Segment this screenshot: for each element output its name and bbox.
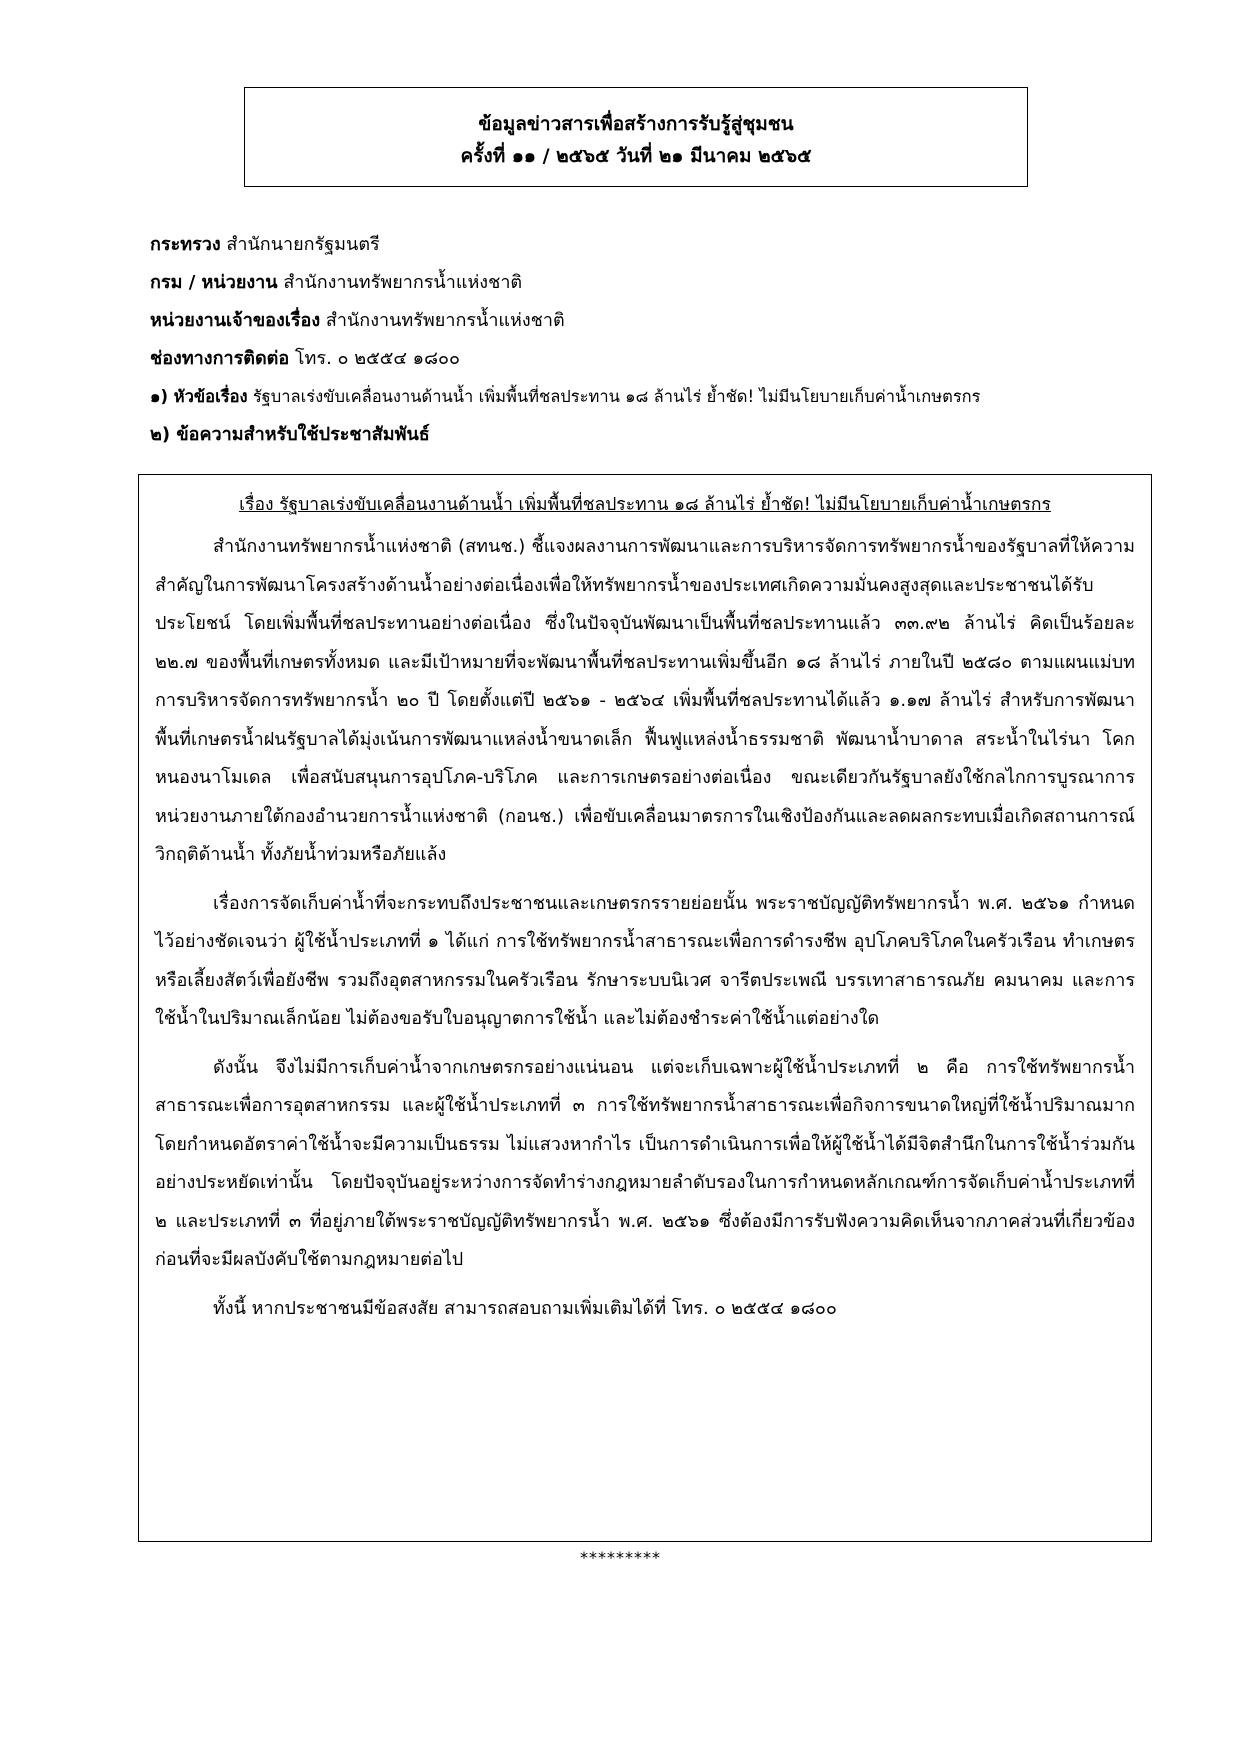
topic-row: [150, 378, 1150, 416]
document-title: ข้อมูลข่าวสารเพื่อสร้างการรับรู้สู่ชุมชน: [478, 113, 794, 135]
department-label: กรม / หน่วยงาน: [150, 272, 278, 293]
issue-date-line: ครั้งที่ ๑๑ / ๒๕๖๕ วันที่ ๒๑ มีนาคม ๒๕๖๕: [460, 145, 812, 167]
pr-message-label: ๒) ข้อความสำหรับใช้ประชาสัมพันธ์: [150, 424, 430, 445]
ministry-label: กระทรวง: [150, 234, 221, 255]
end-marker: *********: [580, 1548, 661, 1567]
owner-row: [150, 302, 1150, 340]
contact-label: ช่องทางการติดต่อ: [150, 348, 290, 369]
subject-heading: เรื่อง รัฐบาลเร่งขับเคลื่อนงานด้านน้ำ เพิ่มพื้นที่ชลประทาน ๑๘ ล้านไร่ ย้ำชัด! ไม่มีนโยบายเก็บค่าน้ำเกษตรกร: [239, 495, 1051, 515]
topic-value: รัฐบาลเร่งขับเคลื่อนงานด้านน้ำ เพิ่มพื้นที่ชลประทาน ๑๘ ล้านไร่ ย้ำชัด! ไม่มีนโยบายเก็บค่าน้ำเกษตรกร: [252, 387, 981, 406]
owner-label: หน่วยงานเจ้าของเรื่อง: [150, 310, 321, 331]
paragraph-2: เรื่องการจัดเก็บค่าน้ำที่จะกระทบถึงประชาชนและเกษตรกรรายย่อยนั้น พระราชบัญญัติทรัพยากรน้ำ พ.ศ. ๒๕๖๑ กำหนดไว้อย่างชัดเจนว่า ผู้ใช้น้ำประเภทที่ ๑ ได้แก่ การใช้ทรัพยากรน้ำสาธารณะเพื่อการดำรงชีพ อุปโภคบริโภคในครัวเรือน ทำเกษตรหรือเลี้ยงสัตว์เพื่อยังชีพ รวมถึงอุตสาหกรรมในครัวเรือน รักษาระบบนิเวศ จารีตประเพณี บรรเทาสาธารณภัย คมนาคม และการใช้น้ำในปริมาณเล็กน้อย ไม่ต้องขอรับใบอนุญาตการใช้น้ำ และไม่ต้องชำระค่าใช้น้ำแต่อย่างใด: [155, 892, 1135, 1029]
owner-value: สำนักงานทรัพยากรน้ำแห่งชาติ: [325, 310, 565, 331]
contact-row: [150, 340, 1150, 378]
paragraph-3: ดังนั้น จึงไม่มีการเก็บค่าน้ำจากเกษตรกรอย่างแน่นอน แต่จะเก็บเฉพาะผู้ใช้น้ำประเภทที่ ๒ คือ การใช้ทรัพยากรน้ำสาธารณะเพื่อการอุตสาหกรรม และผู้ใช้น้ำประเภทที่ ๓ การใช้ทรัพยากรน้ำสาธารณะเพื่อกิจการขนาดใหญ่ที่ใช้น้ำปริมาณมาก โดยกำหนดอัตราค่าใช้น้ำจะมีความเป็นธรรม ไม่แสวงหากำไร เป็นการดำเนินการเพื่อให้ผู้ใช้น้ำได้มีจิตสำนึกในการใช้น้ำร่วมกันอย่างประหยัดเท่านั้น โดยปัจจุบันอยู่ระหว่างการจัดทำร่างกฎหมายลำดับรองในการกำหนดหลักเกณฑ์การจัดเก็บค่าน้ำประเภทที่ ๒ และประเภทที่ ๓ ที่อยู่ภายใต้พระราชบัญญัติทรัพยากรน้ำ พ.ศ. ๒๕๖๑ ซึ่งต้องมีการรับฟังความคิดเห็นจากภาคส่วนที่เกี่ยวข้องก่อนที่จะมีผลบังคับใช้ตามกฎหมายต่อไป: [155, 1056, 1135, 1270]
pr-message-row: [150, 416, 1150, 454]
ministry-row: [150, 226, 1150, 264]
department-value: สำนักงานทรัพยากรน้ำแห่งชาติ: [283, 272, 523, 293]
document-metadata: [150, 226, 1150, 454]
paragraph-1: สำนักงานทรัพยากรน้ำแห่งชาติ (สทนช.) ชี้แจงผลงานการพัฒนาและการบริหารจัดการทรัพยากรน้ำของรัฐบาลที่ให้ความสำคัญในการพัฒนาโครงสร้างด้านน้ำอย่างต่อเนื่องเพื่อให้ทรัพยากรน้ำของประเทศเกิดความมั่นคงสูงสุดและประชาชนได้รับประโยชน์ โดยเพิ่มพื้นที่ชลประทานอย่างต่อเนื่อง ซึ่งในปัจจุบันพัฒนาเป็นพื้นที่ชลประทานแล้ว ๓๓.๙๒ ล้านไร่ คิดเป็นร้อยละ ๒๒.๗ ของพื้นที่เกษตรทั้งหมด และมีเป้าหมายที่จะพัฒนาพื้นที่ชลประทานเพิ่มขึ้นอีก ๑๘ ล้านไร่ ภายในปี ๒๕๘๐ ตามแผนแม่บทการบริหารจัดการทรัพยากรน้ำ ๒๐ ปี โดยตั้งแต่ปี ๒๕๖๑ - ๒๕๖๔ เพิ่มพื้นที่ชลประทานได้แล้ว ๑.๑๗ ล้านไร่ สำหรับการพัฒนาพื้นที่เกษตรน้ำฝนรัฐบาลได้มุ่งเน้นการพัฒนาแหล่งน้ำขนาดเล็ก ฟื้นฟูแหล่งน้ำธรรมชาติ พัฒนาน้ำบาดาล สระน้ำในไร่นา โคกหนองนาโมเดล เพื่อสนับสนุนการอุปโภค-บริโภค และการเกษตรอย่างต่อเนื่อง ขณะเดียวกันรัฐบาลยังใช้กลไกการบูรณาการหน่วยงานภายใต้กองอำนวยการน้ำแห่งชาติ (กอนช.) เพื่อขับเคลื่อนมาตรการในเชิงป้องกันและลดผลกระทบเมื่อเกิดสถานการณ์วิกฤติด้านน้ำ ทั้งภัยน้ำท่วมหรือภัยแล้ง: [155, 536, 1135, 865]
paragraph-4: ทั้งนี้ หากประชาชนมีข้อสงสัย สามารถสอบถามเพิ่มเติมได้ที่ โทร. ๐ ๒๕๕๔ ๑๘๐๐: [213, 1297, 837, 1319]
topic-label: ๑) หัวข้อเรื่อง: [150, 387, 248, 406]
press-release-box: [138, 474, 1152, 1542]
contact-value: โทร. ๐ ๒๕๕๔ ๑๘๐๐: [294, 348, 460, 369]
ministry-value: สำนักนายกรัฐมนตรี: [226, 234, 380, 255]
department-row: [150, 264, 1150, 302]
document-header-box: [244, 87, 1028, 187]
